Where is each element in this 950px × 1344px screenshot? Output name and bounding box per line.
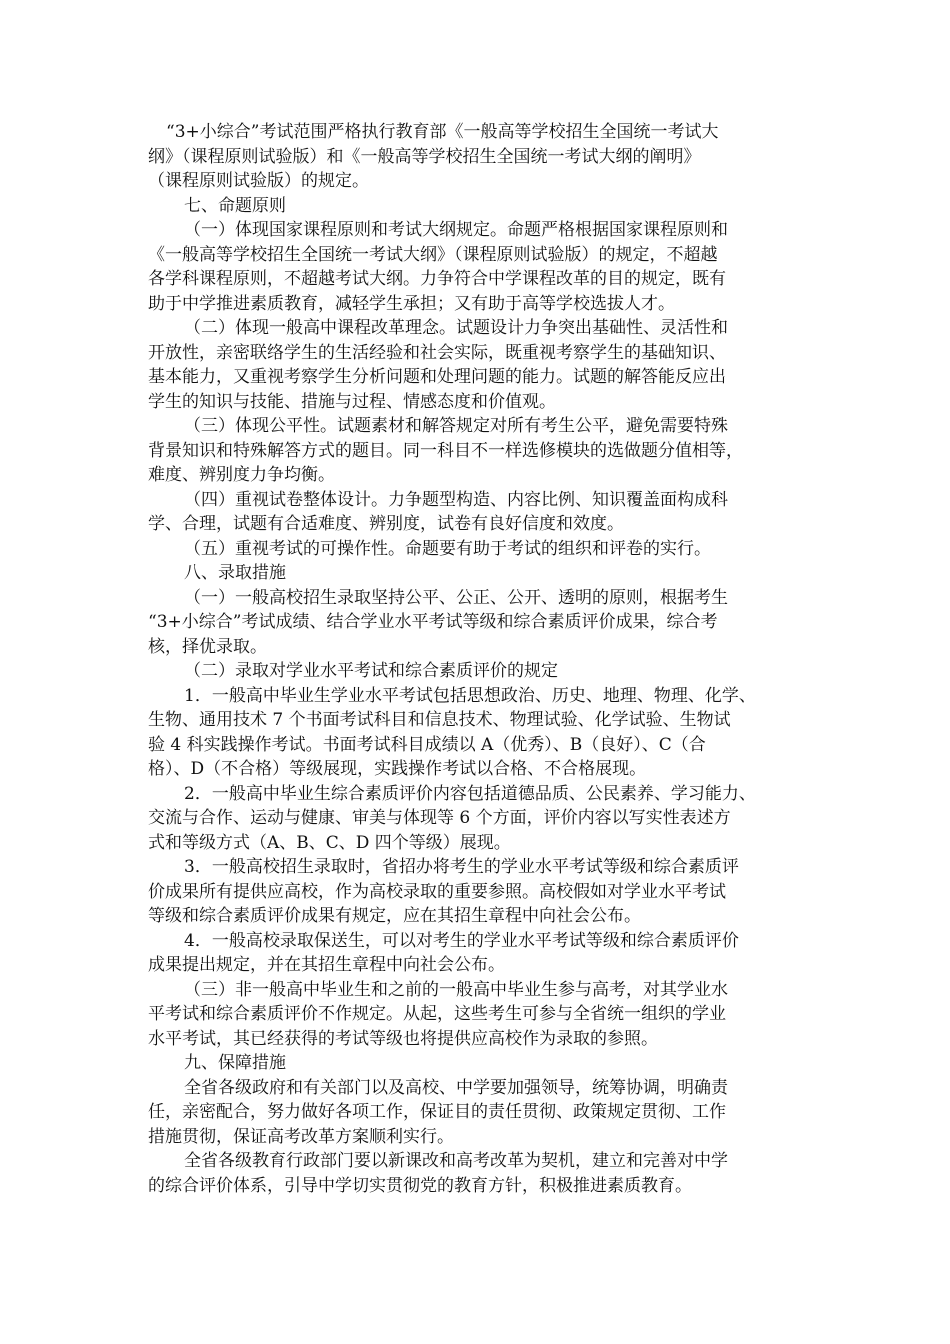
text-line: 价成果所有提供应高校，作为高校录取的重要参照。高校假如对学业水平考试 xyxy=(148,881,726,902)
text-line: 式和等级方式（A、B、C、D 四个等级）展现。 xyxy=(148,832,511,853)
text-line: （四）重视试卷整体设计。力争题型构造、内容比例、知识覆盖面构成科 xyxy=(184,489,728,510)
text-line: 核，择优录取。 xyxy=(148,636,267,657)
text-line: 3．一般高校招生录取时，省招办将考生的学业水平考试等级和综合素质评 xyxy=(184,857,739,877)
text-line: “3+小综合”考试范围严格执行教育部《一般高等学校招生全国统一考试大 xyxy=(166,122,719,142)
text-line: 助于中学推进素质教育，减轻学生承担；又有助于高等学校选拔人才。 xyxy=(148,293,675,314)
text-line: 《一般高等学校招生全国统一考试大纲》（课程原则试验版）的规定，不超越 xyxy=(148,244,718,265)
text-line: 措施贯彻，保证高考改革方案顺利实行。 xyxy=(148,1126,454,1147)
text-line: （三）体现公平性。试题素材和解答规定对所有考生公平，避免需要特殊 xyxy=(184,416,728,436)
document-body xyxy=(148,120,813,1198)
text-line: 2．一般高中毕业生综合素质评价内容包括道德品质、公民素养、学习能力、 xyxy=(184,783,756,804)
text-line: （二）体现一般高中课程改革理念。试题设计力争突出基础性、灵活性和 xyxy=(184,318,728,338)
text-line: 开放性，亲密联络学生的生活经验和社会实际，既重视考察学生的基础知识、 xyxy=(148,342,726,363)
text-line: （一）一般高校招生录取坚持公平、公正、公开、透明的原则，根据考生 xyxy=(184,587,728,608)
text-line: （三）非一般高中毕业生和之前的一般高中毕业生参与高考，对其学业水 xyxy=(184,979,728,1000)
text-line: （课程原则试验版）的规定。 xyxy=(148,171,369,191)
text-line: （五）重视考试的可操作性。命题要有助于考试的组织和评卷的实行。 xyxy=(184,538,711,559)
text-line: 4．一般高校录取保送生，可以对考生的学业水平考试等级和综合素质评价 xyxy=(184,930,739,951)
text-line: 验 4 科实践操作考试。书面考试科目成绩以 A（优秀）、B（良好）、C（合 xyxy=(148,734,706,755)
text-line: 生物、通用技术 7 个书面考试科目和信息技术、物理试验、化学试验、生物试 xyxy=(148,710,731,730)
text-line: 平考试和综合素质评价不作规定。从起，这些考生可参与全省统一组织的学业 xyxy=(148,1004,726,1024)
text-line: （二）录取对学业水平考试和综合素质评价的规定 xyxy=(184,661,558,681)
text-line: 难度、辨别度力争均衡。 xyxy=(148,465,335,485)
text-line: “3+小综合”考试成绩、结合学业水平考试等级和综合素质评价成果，综合考 xyxy=(148,612,718,632)
text-line: 任，亲密配合，努力做好各项工作，保证目的责任贯彻、政策规定贯彻、工作 xyxy=(148,1102,726,1122)
text-line: 1．一般高中毕业生学业水平考试包括思想政治、历史、地理、物理、化学、 xyxy=(184,685,756,706)
text-line: 全省各级政府和有关部门以及高校、中学要加强领导，统筹协调，明确责 xyxy=(184,1077,728,1098)
text-line: 格）、D（不合格）等级展现，实践操作考试以合格、不合格展现。 xyxy=(148,759,647,779)
section-heading: 九、保障措施 xyxy=(184,1053,286,1073)
text-line: 学、合理，试题有合适难度、辨别度，试卷有良好信度和效度。 xyxy=(148,514,624,534)
text-line: 纲》（课程原则试验版）和《一般高等学校招生全国统一考试大纲的阐明》 xyxy=(148,146,701,167)
text-line: 背景知识和特殊解答方式的题目。同一科目不一样选修模块的选做题分值相等， xyxy=(148,440,743,461)
text-line: （一）体现国家课程原则和考试大纲规定。命题严格根据国家课程原则和 xyxy=(184,220,728,240)
text-line: 水平考试，其已经获得的考试等级也将提供应高校作为录取的参照。 xyxy=(148,1028,658,1049)
text-line: 等级和综合素质评价成果有规定，应在其招生章程中向社会公布。 xyxy=(148,906,641,926)
section-heading: 八、录取措施 xyxy=(184,563,286,583)
text-line: 成果提出规定，并在其招生章程中向社会公布。 xyxy=(148,955,505,975)
text-line: 基本能力，又重视考察学生分析问题和处理问题的能力。试题的解答能反应出 xyxy=(148,367,726,387)
text-line: 全省各级教育行政部门要以新课改和高考改革为契机，建立和完善对中学 xyxy=(184,1151,728,1171)
section-heading: 七、命题原则 xyxy=(184,195,286,216)
text-line: 的综合评价体系，引导中学切实贯彻党的教育方针，积极推进素质教育。 xyxy=(148,1175,692,1196)
text-line: 各学科课程原则，不超越考试大纲。力争符合中学课程改革的目的规定，既有 xyxy=(148,269,726,289)
text-line: 学生的知识与技能、措施与过程、情感态度和价值观。 xyxy=(148,391,556,412)
text-line: 交流与合作、运动与健康、审美与体现等 6 个方面，评价内容以写实性表述方 xyxy=(148,808,731,828)
